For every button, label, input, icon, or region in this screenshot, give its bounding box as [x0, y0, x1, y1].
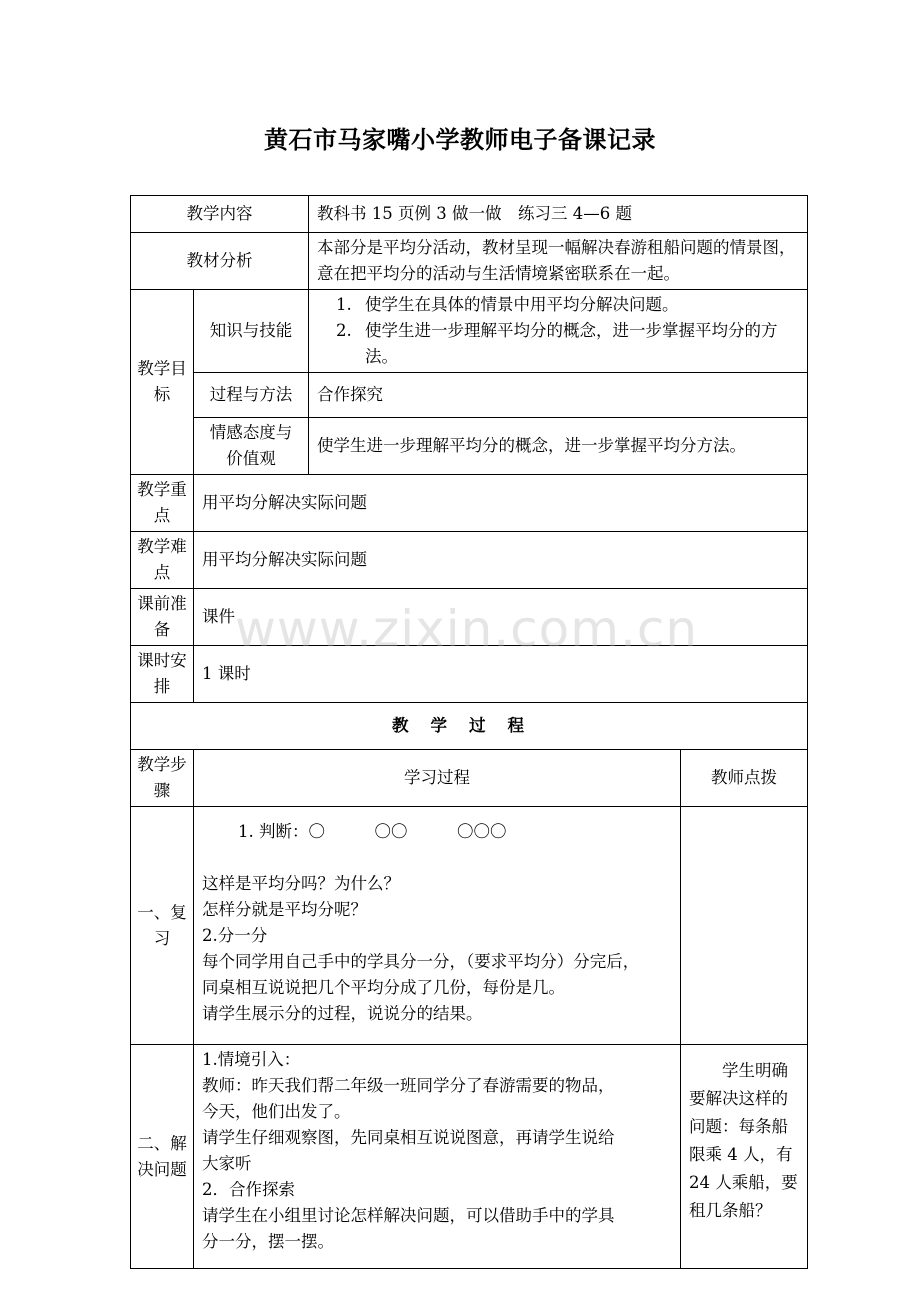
process-method-value: 合作探究 [309, 373, 808, 418]
judge-line: 1. 判断：〇 〇〇 〇〇〇 [238, 822, 507, 841]
process-heading: 教学过程 [131, 703, 808, 750]
learning-header: 学习过程 [194, 750, 681, 807]
step2-label: 二、解决问题 [131, 1045, 194, 1269]
analysis-value: 本部分是平均分活动，教材呈现一幅解决春游租船问题的情景图，意在把平均分的活动与生活情境紧密联系在一起。 [309, 233, 808, 290]
knowledge-item: 2. 使学生进一步理解平均分的概念，进一步掌握平均分的方法。 [357, 318, 799, 370]
content-label: 教学内容 [131, 196, 309, 233]
schedule-label: 课时安排 [131, 646, 194, 703]
step2-line: 今天，他们出发了。 [202, 1102, 351, 1121]
step1-line: 每个同学用自己手中的学具分一分，（要求平均分）分完后， [202, 952, 640, 971]
step2-content [194, 1045, 681, 1269]
lesson-table [130, 195, 808, 1269]
emotion-label: 情感态度与价值观 [194, 418, 309, 475]
step1-line: 2.分一分 [202, 926, 268, 945]
page-title: 黄石市马家嘴小学教师电子备课记录 [264, 125, 656, 154]
step1-content [194, 807, 681, 1045]
step2-line: 请学生在小组里讨论怎样解决问题，可以借助手中的学具 [202, 1206, 615, 1225]
step2-line: 请学生仔细观察图，先同桌相互说说图意，再请学生说给 [202, 1128, 615, 1147]
step2-line: 1.情境引入： [202, 1050, 301, 1069]
step-header: 教学步骤 [131, 750, 194, 807]
goal-label: 教学目标 [131, 290, 194, 475]
step1-line: 怎样分就是平均分呢？ [202, 900, 367, 919]
watermark: www.zixin.com.cn [235, 600, 699, 658]
knowledge-label: 知识与技能 [194, 290, 309, 373]
content-value: 教科书 15 页例 3 做一做 练习三 4—6 题 [309, 196, 808, 233]
key-point-value: 用平均分解决实际问题 [194, 475, 808, 532]
knowledge-list [317, 292, 799, 370]
step1-line: 这样是平均分吗？为什么？ [202, 874, 400, 893]
step1-teacher-note [681, 807, 808, 1045]
step2-line: 教师：昨天我们帮二年级一班同学分了春游需要的物品， [202, 1076, 615, 1095]
preparation-label: 课前准备 [131, 589, 194, 646]
difficulty-label: 教学难点 [131, 532, 194, 589]
preparation-value: 课件 [194, 589, 808, 646]
step2-line: 分一分，摆一摆。 [202, 1232, 334, 1251]
teacher-header: 教师点拨 [681, 750, 808, 807]
emotion-value: 使学生进一步理解平均分的概念，进一步掌握平均分方法。 [309, 418, 808, 475]
knowledge-cell [309, 290, 808, 373]
step1-label: 一、复习 [131, 807, 194, 1045]
key-point-label: 教学重点 [131, 475, 194, 532]
step2-teacher-note: 学生明确要解决这样的问题：每条船限乘 4 人，有 24 人乘船，要租几条船？ [681, 1045, 808, 1269]
step1-line: 请学生展示分的过程，说说分的结果。 [202, 1004, 483, 1023]
schedule-value: 1 课时 [194, 646, 808, 703]
step1-line: 同桌相互说说把几个平均分成了几份，每份是几。 [202, 978, 565, 997]
knowledge-item: 1. 使学生在具体的情景中用平均分解决问题。 [357, 292, 799, 318]
difficulty-value: 用平均分解决实际问题 [194, 532, 808, 589]
step2-line: 2．合作探索 [202, 1180, 295, 1199]
process-method-label: 过程与方法 [194, 373, 309, 418]
analysis-label: 教材分析 [131, 233, 309, 290]
step2-line: 大家听 [202, 1154, 252, 1173]
